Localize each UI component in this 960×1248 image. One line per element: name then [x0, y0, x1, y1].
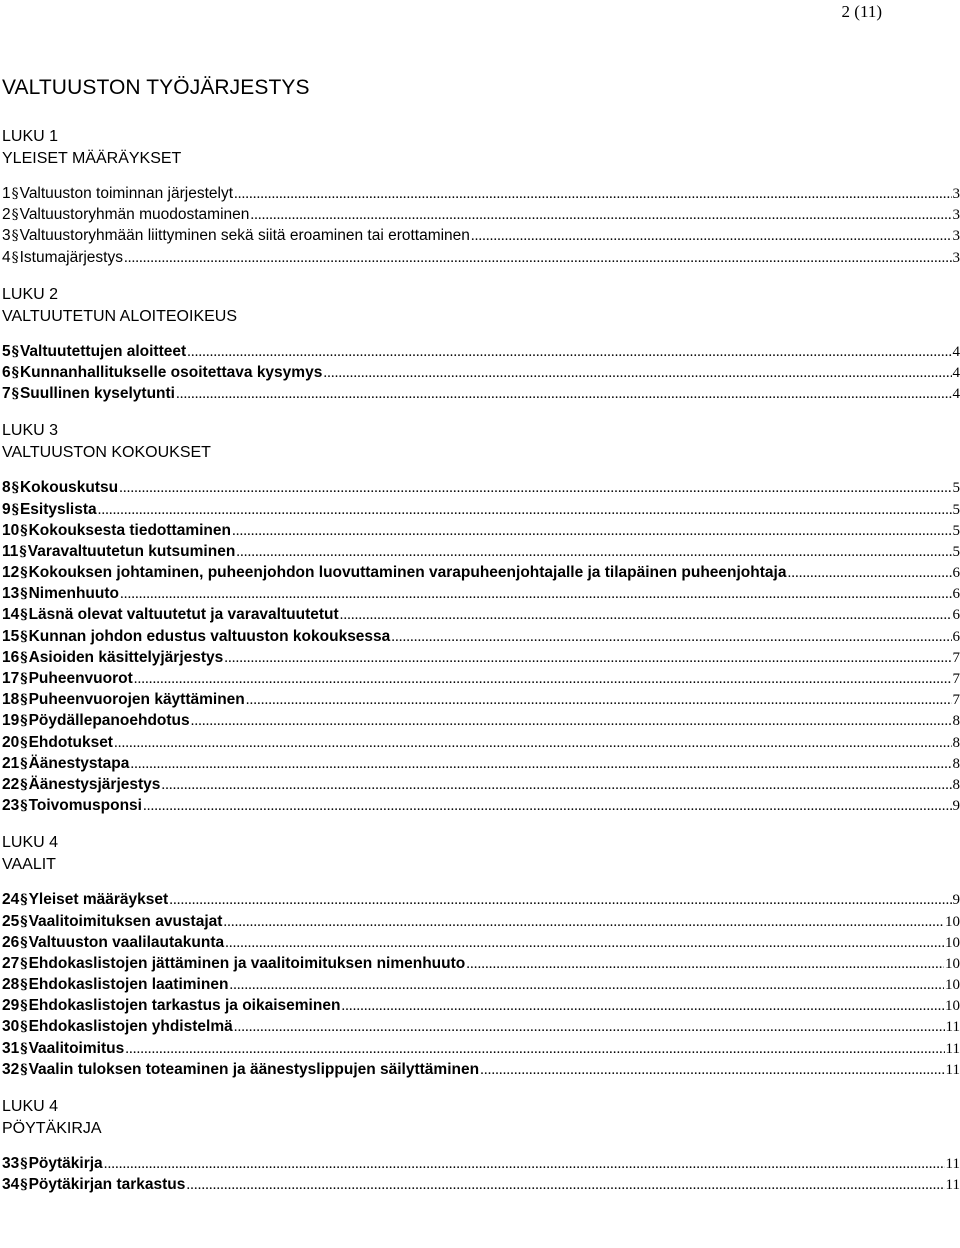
section-number: 19	[2, 712, 20, 730]
chapter-section	[2, 832, 960, 1080]
section-label: Kunnan johdon edustus valtuuston kokouksessa	[28, 627, 391, 645]
section-label: Asioiden käsittelyjärjestys	[28, 648, 224, 666]
chapter-number: LUKU 4	[2, 834, 59, 852]
dot-leader	[176, 384, 952, 405]
section-number: 22	[2, 775, 20, 793]
chapter-section	[2, 284, 960, 405]
toc-page-number: 11	[945, 1040, 960, 1057]
chapter-number: LUKU 2	[2, 285, 59, 303]
dot-leader	[187, 342, 951, 363]
section-label: Yleiset määräykset	[28, 891, 169, 909]
toc-entry-title	[2, 932, 224, 954]
toc-entry[interactable]	[2, 753, 960, 774]
section-sign-icon: §	[11, 207, 19, 224]
section-label: Valtuustoryhmän muodostaminen	[19, 206, 250, 224]
toc-page-number: 8	[952, 713, 960, 730]
section-number: 14	[2, 606, 20, 624]
dot-leader	[223, 912, 944, 933]
dot-leader	[323, 363, 951, 384]
chapter-title: VALTUUTETUN ALOITEOIKEUS	[2, 307, 238, 325]
section-number: 25	[2, 912, 20, 930]
toc-page-number: 10	[945, 913, 960, 930]
toc-entry-title	[2, 520, 231, 542]
section-sign-icon: §	[11, 249, 19, 266]
section-sign-icon: §	[20, 607, 28, 624]
section-label: Läsnä olevat valtuutetut ja varavaltuutetut	[28, 606, 339, 624]
toc-page-number: 3	[952, 228, 960, 245]
toc-entry[interactable]	[2, 995, 960, 1016]
section-sign-icon: §	[20, 586, 28, 603]
section-sign-icon: §	[20, 977, 28, 994]
section-sign-icon: §	[11, 364, 19, 381]
dot-leader	[114, 733, 952, 754]
section-number: 12	[2, 564, 20, 582]
chapter-title: YLEISET MÄÄRÄYKSET	[2, 150, 182, 167]
chapter-title: VAALIT	[2, 856, 56, 874]
toc-entry[interactable]	[2, 1038, 960, 1059]
toc-entry[interactable]	[2, 477, 960, 498]
chapter-heading	[2, 832, 960, 876]
toc-entry[interactable]	[2, 1174, 960, 1195]
section-label: Istumajärjestys	[19, 248, 123, 266]
dot-leader	[340, 605, 952, 626]
section-sign-icon: §	[19, 543, 27, 560]
dot-leader	[130, 754, 951, 775]
section-label: Valtuutettujen aloitteet	[19, 342, 187, 360]
toc-entry-title	[2, 668, 133, 690]
toc-entry[interactable]	[2, 204, 960, 225]
toc-entry[interactable]	[2, 225, 960, 246]
toc-entry[interactable]	[2, 647, 960, 668]
section-number: 28	[2, 976, 20, 994]
section-label: Esityslista	[19, 500, 97, 518]
chapter-title: VALTUUSTON KOKOUKSET	[2, 444, 211, 462]
section-label: Ehdotukset	[28, 733, 113, 751]
toc-entry[interactable]	[2, 541, 960, 562]
toc-page-number: 5	[952, 522, 960, 539]
toc-entry[interactable]	[2, 732, 960, 753]
section-label: Nimenhuuto	[28, 585, 119, 603]
chapter-section	[2, 1096, 960, 1195]
toc-page-number: 11	[945, 1061, 960, 1078]
dot-leader	[471, 226, 952, 247]
section-label: Äänestysjärjestys	[28, 775, 161, 793]
toc-page-number: 4	[952, 386, 960, 403]
section-label: Vaalitoimitus	[28, 1039, 125, 1057]
toc-entry-title	[2, 1016, 233, 1038]
section-number: 13	[2, 585, 20, 603]
section-sign-icon: §	[11, 501, 19, 518]
section-sign-icon: §	[20, 934, 28, 951]
dot-leader	[120, 584, 952, 605]
toc-page-number: 3	[952, 186, 960, 202]
section-label: Ehdokaslistojen jättäminen ja vaalitoimituksen nimenhuuto	[28, 954, 466, 972]
section-number: 10	[2, 521, 20, 539]
section-sign-icon: §	[11, 186, 19, 202]
toc-entry[interactable]	[2, 795, 960, 816]
section-number: 5	[2, 342, 11, 360]
dot-leader	[119, 478, 951, 499]
toc-page-number: 6	[952, 628, 960, 645]
dot-leader	[250, 205, 951, 226]
dot-leader	[466, 954, 944, 975]
toc-entry-title	[2, 341, 186, 363]
toc-page-number: 10	[945, 977, 960, 994]
toc-list	[2, 477, 960, 816]
dot-leader	[246, 690, 952, 711]
toc-entry-title	[2, 774, 160, 796]
section-number: 17	[2, 670, 20, 687]
toc-page-number: 6	[952, 586, 960, 603]
chapter-number: LUKU 1	[2, 128, 59, 145]
toc-page-number: 8	[952, 776, 960, 793]
section-label: Kunnanhallitukselle osoitettava kysymys	[19, 363, 323, 381]
toc-entry[interactable]	[2, 974, 960, 995]
toc-entry[interactable]	[2, 668, 960, 689]
section-number: 4	[2, 248, 11, 266]
chapter-heading	[2, 284, 960, 328]
toc-entry-title	[2, 732, 113, 754]
toc-page-number: 5	[952, 480, 960, 497]
section-sign-icon: §	[11, 386, 19, 403]
toc-entry-title	[2, 795, 142, 817]
dot-leader	[225, 933, 944, 954]
section-label: Vaalin tuloksen toteaminen ja äänestyslippujen säilyttäminen	[28, 1060, 480, 1078]
section-number: 15	[2, 627, 20, 645]
toc-page-number: 11	[945, 1156, 960, 1172]
section-number: 8	[2, 479, 11, 497]
section-number: 32	[2, 1060, 20, 1078]
toc-entry-title	[2, 974, 228, 996]
toc-entry-title	[2, 225, 470, 247]
dot-leader	[124, 248, 952, 269]
section-sign-icon: §	[20, 798, 28, 815]
section-number: 31	[2, 1039, 20, 1057]
section-sign-icon: §	[20, 692, 28, 709]
dot-leader	[234, 184, 951, 205]
chapter-heading	[2, 420, 960, 464]
section-sign-icon: §	[20, 671, 28, 687]
toc-entry[interactable]	[2, 932, 960, 953]
toc-entry[interactable]	[2, 583, 960, 604]
dot-leader	[232, 521, 952, 542]
toc-entry[interactable]	[2, 520, 960, 541]
toc-entry[interactable]	[2, 341, 960, 362]
section-number: 30	[2, 1018, 20, 1036]
toc-entry-title	[2, 383, 175, 405]
toc-list	[2, 183, 960, 268]
section-number: 20	[2, 733, 20, 751]
toc-entry-title	[2, 889, 168, 911]
chapter-heading	[2, 1096, 960, 1140]
section-sign-icon: §	[20, 565, 28, 582]
toc-page-number: 7	[952, 671, 960, 687]
toc-page-number: 7	[952, 692, 960, 709]
toc-page-number: 6	[952, 607, 960, 624]
dot-leader	[191, 711, 952, 732]
toc-page-number: 3	[952, 207, 960, 224]
chapter-section	[2, 126, 960, 268]
toc-page-number: 4	[952, 364, 960, 381]
section-label: Pöytäkirja	[28, 1155, 103, 1172]
section-label: Toivomusponsi	[28, 797, 142, 815]
section-label: Ehdokaslistojen yhdistelmä	[28, 1018, 233, 1036]
toc-page-number: 10	[945, 998, 960, 1015]
section-label: Puheenvuorot	[28, 670, 133, 687]
toc-entry-title	[2, 477, 118, 499]
dot-leader	[104, 1154, 945, 1175]
toc-entry[interactable]	[2, 626, 960, 647]
section-sign-icon: §	[20, 892, 28, 909]
section-number: 2	[2, 206, 11, 224]
section-sign-icon: §	[20, 1156, 28, 1172]
toc-entry[interactable]	[2, 689, 960, 710]
section-number: 34	[2, 1176, 20, 1194]
section-label: Äänestystapa	[28, 754, 130, 772]
chapter-number: LUKU 4	[2, 1098, 59, 1115]
chapter-heading	[2, 126, 960, 170]
dot-leader	[480, 1060, 944, 1081]
section-number: 26	[2, 933, 20, 951]
section-label: Ehdokaslistojen tarkastus ja oikaiseminen	[28, 997, 341, 1015]
dot-leader	[161, 775, 951, 796]
toc-entry-title	[2, 1059, 479, 1081]
section-number: 6	[2, 363, 11, 381]
section-label: Kokouskutsu	[19, 479, 119, 497]
toc-entry-title	[2, 583, 119, 605]
table-of-contents	[2, 126, 960, 1211]
toc-list	[2, 1153, 960, 1195]
section-sign-icon: §	[20, 913, 28, 930]
section-number: 29	[2, 997, 20, 1015]
toc-page-number: 10	[945, 955, 960, 972]
section-label: Valtuuston vaalilautakunta	[28, 933, 225, 951]
dot-leader	[125, 1039, 944, 1060]
section-label: Valtuuston toiminnan järjestelyt	[19, 185, 234, 202]
section-label: Suullinen kyselytunti	[19, 385, 175, 403]
section-number: 23	[2, 797, 20, 815]
toc-page-number: 4	[952, 343, 960, 360]
toc-page-number: 6	[952, 565, 960, 582]
dot-leader	[186, 1175, 944, 1196]
dot-leader	[391, 627, 951, 648]
section-sign-icon: §	[20, 713, 28, 730]
section-label: Vaalitoimituksen avustajat	[28, 912, 223, 930]
toc-entry-title	[2, 1153, 103, 1175]
section-sign-icon: §	[20, 955, 28, 972]
dot-leader	[98, 500, 952, 521]
toc-entry[interactable]	[2, 604, 960, 625]
section-sign-icon: §	[11, 228, 19, 245]
section-number: 24	[2, 891, 20, 909]
toc-entry-title	[2, 1174, 185, 1196]
toc-entry-title	[2, 541, 235, 563]
section-number: 1	[2, 185, 11, 202]
toc-entry[interactable]	[2, 774, 960, 795]
dot-leader	[224, 648, 951, 669]
toc-page-number: 8	[952, 755, 960, 772]
section-sign-icon: §	[20, 1019, 28, 1036]
section-sign-icon: §	[20, 1177, 28, 1194]
toc-page-number: 3	[952, 249, 960, 266]
toc-list	[2, 889, 960, 1080]
section-sign-icon: §	[20, 1040, 28, 1057]
section-number: 21	[2, 754, 20, 772]
toc-entry[interactable]	[2, 1016, 960, 1037]
toc-page-number: 9	[952, 798, 960, 815]
dot-leader	[229, 975, 944, 996]
toc-entry[interactable]	[2, 247, 960, 268]
toc-entry-title	[2, 247, 123, 269]
toc-entry[interactable]	[2, 183, 960, 204]
section-label: Kokouksen johtaminen, puheenjohdon luovuttaminen varapuheenjohtajalle ja tilapäinen puheenjohtaja	[28, 564, 787, 582]
toc-entry-title	[2, 753, 129, 775]
toc-entry-title	[2, 362, 322, 384]
document-title: VALTUUSTON TYÖJÄRJESTYS	[2, 76, 310, 99]
toc-page-number: 11	[945, 1019, 960, 1036]
toc-entry-title	[2, 626, 390, 648]
toc-page-number: 10	[945, 934, 960, 951]
toc-entry[interactable]	[2, 562, 960, 583]
toc-page-number: 7	[952, 649, 960, 666]
toc-entry-title	[2, 1038, 124, 1060]
dot-leader	[134, 669, 952, 690]
dot-leader	[236, 542, 951, 563]
toc-entry[interactable]	[2, 889, 960, 910]
toc-entry-title	[2, 710, 190, 732]
toc-entry-title	[2, 562, 786, 584]
section-sign-icon: §	[11, 343, 19, 360]
toc-list	[2, 341, 960, 405]
section-number: 9	[2, 500, 11, 518]
section-number: 27	[2, 954, 20, 972]
toc-entry[interactable]	[2, 710, 960, 731]
section-number: 3	[2, 227, 11, 245]
section-number: 11	[2, 542, 19, 560]
chapter-title: PÖYTÄKIRJA	[2, 1120, 102, 1137]
toc-entry-title	[2, 995, 340, 1017]
toc-entry-title	[2, 911, 222, 933]
dot-leader	[169, 890, 951, 911]
chapter-section	[2, 420, 960, 816]
section-label: Puheenvuorojen käyttäminen	[28, 691, 245, 709]
toc-entry[interactable]	[2, 1153, 960, 1174]
section-sign-icon: §	[20, 522, 28, 539]
section-number: 33	[2, 1155, 20, 1172]
dot-leader	[787, 563, 951, 584]
section-sign-icon: §	[20, 998, 28, 1015]
section-number: 18	[2, 691, 20, 709]
toc-entry-title	[2, 604, 339, 626]
section-sign-icon: §	[11, 480, 19, 497]
section-sign-icon: §	[20, 628, 28, 645]
toc-entry-title	[2, 647, 223, 669]
section-label: Valtuustoryhmään liittyminen sekä siitä eroaminen tai erottaminen	[19, 227, 470, 245]
toc-entry[interactable]	[2, 953, 960, 974]
toc-entry[interactable]	[2, 499, 960, 520]
toc-entry[interactable]	[2, 1059, 960, 1080]
section-label: Varavaltuutetun kutsuminen	[27, 542, 236, 560]
section-sign-icon: §	[20, 649, 28, 666]
dot-leader	[143, 796, 952, 817]
page-number: 2 (11)	[841, 2, 882, 21]
toc-entry[interactable]	[2, 383, 960, 404]
toc-page-number: 8	[952, 734, 960, 751]
toc-entry-title	[2, 183, 233, 205]
toc-page-number: 5	[952, 543, 960, 560]
chapter-number: LUKU 3	[2, 422, 59, 440]
section-label: Pöydällepanoehdotus	[28, 712, 190, 730]
section-label: Ehdokaslistojen laatiminen	[28, 976, 229, 994]
section-sign-icon: §	[20, 755, 28, 772]
toc-page-number: 5	[952, 501, 960, 518]
toc-entry-title	[2, 499, 97, 521]
toc-entry-title	[2, 953, 465, 975]
section-label: Kokouksesta tiedottaminen	[28, 521, 231, 539]
dot-leader	[341, 996, 944, 1017]
section-label: Pöytäkirjan tarkastus	[28, 1176, 186, 1194]
section-sign-icon: §	[20, 776, 28, 793]
toc-entry-title	[2, 689, 245, 711]
section-number: 7	[2, 385, 11, 403]
section-sign-icon: §	[20, 1061, 28, 1078]
toc-entry-title	[2, 204, 249, 226]
toc-page-number: 11	[945, 1177, 960, 1194]
section-sign-icon: §	[20, 734, 28, 751]
section-number: 16	[2, 648, 20, 666]
toc-page-number: 9	[952, 892, 960, 909]
dot-leader	[234, 1017, 945, 1038]
toc-entry[interactable]	[2, 911, 960, 932]
toc-entry[interactable]	[2, 362, 960, 383]
